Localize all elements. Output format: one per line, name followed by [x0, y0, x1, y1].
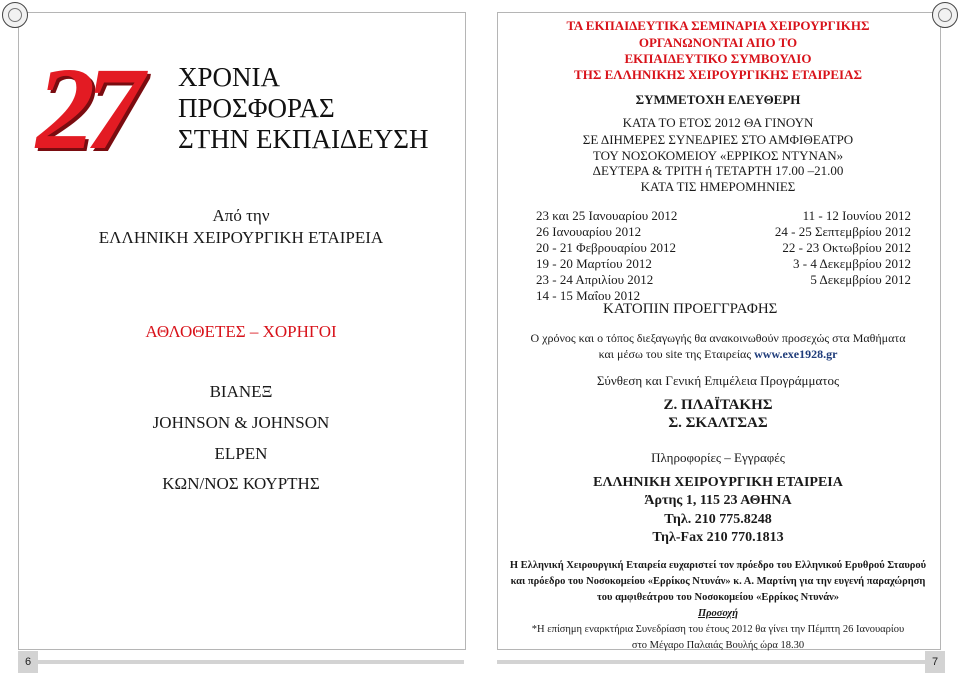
sponsor-name: ΚΩΝ/ΝΟΣ ΚΟΥΡΤΗΣ: [162, 474, 320, 493]
thanks-line: Η Ελληνική Χειρουργική Εταιρεία ευχαριστεί τον πρόεδρο του Ελληνικού Ερυθρού Σταυρού: [509, 560, 927, 571]
years-heading-line: ΠΡΟΣΦΟΡΑΣ: [178, 93, 335, 123]
seminar-date: 23 - 24 Απριλίου 2012: [536, 272, 654, 287]
footer-bar: [38, 660, 464, 664]
years-heading-line: ΣΤΗΝ ΕΚΠΑΙΔΕΥΣΗ: [178, 124, 429, 154]
contact-fax: Τηλ-Fax 210 770.1813: [652, 530, 784, 545]
schedule-line: ΤΟΥ ΝΟΣΟΚΟΜΕΙΟΥ «ΕΡΡΙΚΟΣ ΝΤΥΝΑΝ»: [592, 148, 844, 163]
page-number-left: 6: [18, 651, 38, 673]
thanks-line: και πρόεδρο του Νοσοκομείου «Ερρίκος Ντυνάν» κ. Α. Μαρτίνη για την ευγενή παραχώρηση: [510, 576, 926, 587]
organization-name: ΕΛΛΗΝΙΚΗ ΧΕΙΡΟΥΡΓΙΚΗ ΕΤΑΙΡΕΙΑ: [98, 228, 384, 247]
years-heading-line: ΧΡΟΝΙΑ: [178, 62, 281, 92]
organizer-name: Σ. ΣΚΑΛΤΣΑΣ: [668, 415, 768, 431]
attention-line: *Η επίσημη εναρκτήρια Συνεδρίαση του έτους 2012 θα γίνει την Πέμπτη 26 Ιανουαρίου: [531, 624, 905, 635]
seminar-date: 26 Ιανουαρίου 2012: [536, 224, 642, 239]
schedule-line: ΚΑΤΑ ΤΙΣ ΗΜΕΡΟΜΗΝΙΕΣ: [640, 179, 796, 194]
seminar-date: 3 - 4 Δεκεμβρίου 2012: [793, 256, 911, 271]
attention-title: Προσοχή: [697, 608, 739, 619]
sponsor-name: JOHNSON & JOHNSON: [152, 413, 330, 432]
footer-bar: [497, 660, 925, 664]
website-link[interactable]: www.exe1928.gr: [754, 347, 838, 361]
participation-note: ΣΥΜΜΕΤΟΧΗ ΕΛΕΥΘΕΡΗ: [635, 92, 801, 107]
preregistration-note: ΚΑΤΟΠΙΝ ΠΡΟΕΓΓΡΑΦΗΣ: [603, 301, 778, 317]
seminar-header-line: ΕΚΠΑΙΔΕΥΤΙΚΟ ΣΥΜΒΟΥΛΙΟ: [624, 51, 812, 66]
seminar-header-line: ΤΗΣ ΕΛΛΗΝΙΚΗΣ ΧΕΙΡΟΥΡΓΙΚΗΣ ΕΤΑΙΡΕΙΑΣ: [574, 67, 862, 82]
society-emblem-icon: [2, 2, 28, 28]
venue-note-line: [497, 347, 939, 362]
sponsor-name: ΒΙΑΝΕΞ: [209, 382, 273, 401]
page-number-right: 7: [925, 651, 945, 673]
seminar-date: 20 - 21 Φεβρουαρίου 2012: [536, 240, 677, 255]
schedule-line: ΔΕΥΤΕΡΑ & ΤΡΙΤΗ ή ΤΕΤΑΡΤΗ 17.00 –21.00: [592, 163, 844, 178]
schedule-line: ΣΕ ΔΙΗΜΕΡΕΣ ΣΥΝΕΔΡΙΕΣ ΣΤΟ ΑΜΦΙΘΕΑΤΡΟ: [582, 132, 854, 147]
seminar-date: 22 - 23 Οκτωβρίου 2012: [782, 240, 911, 255]
composition-label: Σύνθεση και Γενική Επιμέλεια Προγράμματος: [596, 373, 840, 388]
schedule-line: ΚΑΤΑ ΤΟ ΕΤΟΣ 2012 ΘΑ ΓΙΝΟΥΝ: [622, 115, 814, 130]
venue-note-prefix: και μέσω του site της Εταιρείας: [598, 347, 752, 361]
seminar-date: 23 και 25 Ιανουαρίου 2012: [536, 208, 678, 223]
info-registration-label: Πληροφορίες – Εγγραφές: [651, 450, 785, 465]
seminar-date: 5 Δεκεμβρίου 2012: [810, 272, 911, 287]
sponsor-name: ELPEN: [214, 444, 268, 463]
organizer-name: Ζ. ΠΛΑΪΤΑΚΗΣ: [663, 397, 773, 413]
seminar-date: 19 - 20 Μαρτίου 2012: [536, 256, 652, 271]
contact-organization: ΕΛΛΗΝΙΚΗ ΧΕΙΡΟΥΡΓΙΚΗ ΕΤΑΙΡΕΙΑ: [593, 475, 843, 490]
seminar-header-line: ΤΑ ΕΚΠΑΙΔΕΥΤΙΚΑ ΣΕΜΙΝΑΡΙΑ ΧΕΙΡΟΥΡΓΙΚΗΣ: [566, 18, 870, 33]
venue-note-line: Ο χρόνος και ο τόπος διεξαγωγής θα ανακοινωθούν προσεχώς στα Μαθήματα: [530, 331, 906, 345]
thanks-line: του αμφιθεάτρου του Νοσοκομείου «Ερρίκος Ντυνάν»: [596, 592, 840, 603]
seminar-header-line: ΟΡΓΑΝΩΝΟΝΤΑΙ ΑΠΟ ΤΟ: [638, 35, 798, 50]
seminar-date: 14 - 15 Μαΐου 2012: [536, 288, 641, 303]
from-label: Από την: [212, 206, 270, 225]
seminar-date: 24 - 25 Σεπτεμβρίου 2012: [774, 224, 911, 239]
contact-address: Άρτης 1, 115 23 ΑΘΗΝΑ: [644, 493, 792, 508]
attention-line: στο Μέγαρο Παλαιάς Βουλής ώρα 18.30: [631, 640, 805, 651]
contact-phone: Τηλ. 210 775.8248: [664, 512, 772, 527]
seminar-date: 11 - 12 Ιουνίου 2012: [802, 208, 911, 223]
anniversary-number: 27: [36, 43, 134, 174]
sponsors-title: ΑΘΛΟΘΕΤΕΣ – ΧΟΡΗΓΟΙ: [145, 322, 337, 341]
